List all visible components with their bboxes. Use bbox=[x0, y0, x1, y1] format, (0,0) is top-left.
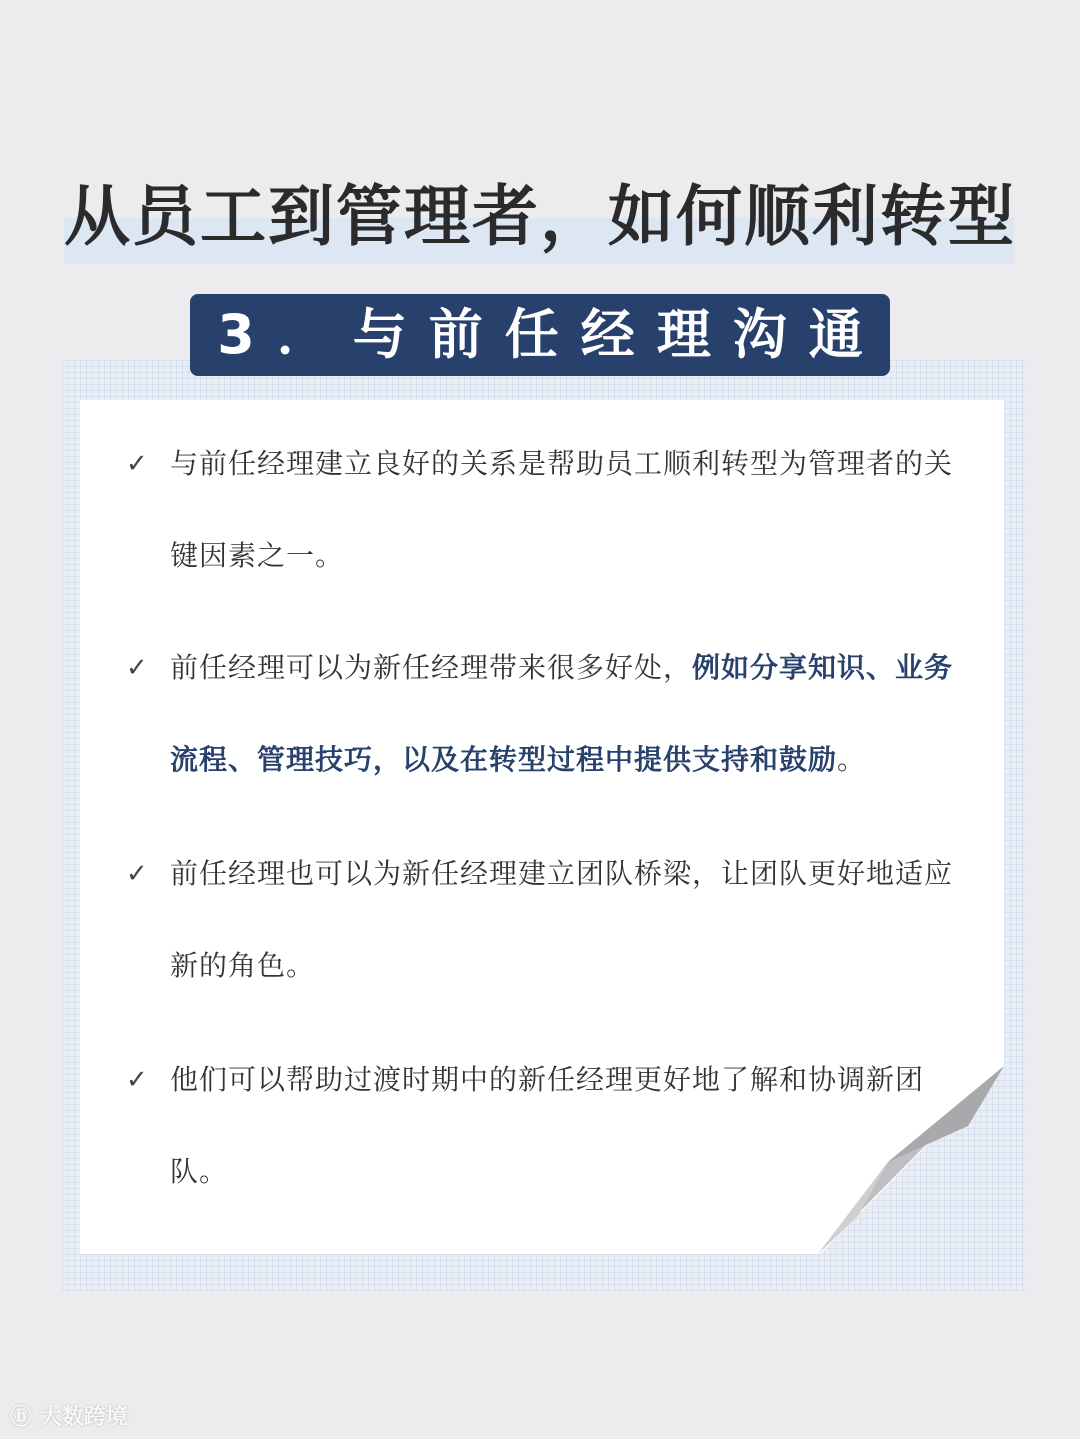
list-item-text-plain: 前任经理可以为新任经理带来很多好处， bbox=[170, 651, 693, 684]
check-icon: ✓ bbox=[126, 653, 148, 683]
list-item bbox=[80, 418, 980, 602]
list-item-text-emphasis: 例如分享知识、业务流程、管理技巧，以及在转型过程中提供支持和鼓励 bbox=[170, 651, 954, 776]
list-item-text: 前任经理也可以为新任经理建立团队桥梁，让团队更好地适应新的角色。 bbox=[170, 857, 954, 982]
watermark-logo-icon: ⓑ bbox=[10, 1405, 33, 1430]
check-icon: ✓ bbox=[126, 1065, 148, 1095]
watermark-text: 大数跨境 bbox=[39, 1405, 128, 1430]
list-item bbox=[80, 1034, 980, 1218]
check-icon: ✓ bbox=[126, 859, 148, 889]
section-banner bbox=[190, 294, 890, 376]
page-title: 从员工到管理者，如何顺利转型 bbox=[64, 178, 1016, 255]
watermark bbox=[10, 1400, 128, 1431]
list-item bbox=[80, 622, 980, 806]
list-item-text bbox=[170, 622, 960, 806]
section-heading: 3．与前任经理沟通 bbox=[217, 303, 885, 366]
list-item-text: 他们可以帮助过渡时期中的新任经理更好地了解和协调新团队。 bbox=[170, 1063, 925, 1188]
check-icon: ✓ bbox=[126, 449, 148, 479]
list-item-text: 与前任经理建立良好的关系是帮助员工顺利转型为管理者的关键因素之一。 bbox=[170, 447, 954, 572]
list-item bbox=[80, 828, 980, 1012]
main-title-block bbox=[64, 172, 1014, 264]
list-item-text-suffix: 。 bbox=[837, 743, 867, 776]
